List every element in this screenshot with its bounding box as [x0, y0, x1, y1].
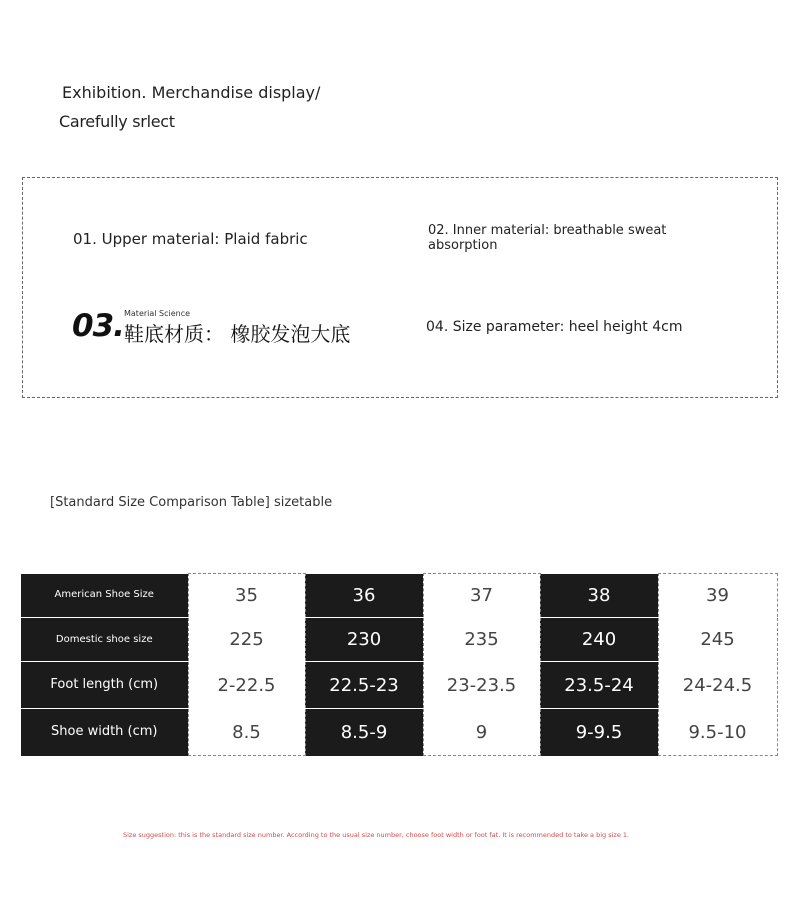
row-label: American Shoe Size	[21, 574, 188, 618]
material-item-3-text: 鞋底材质： 橡胶发泡大底	[124, 322, 351, 346]
table-cell: 235	[423, 618, 540, 662]
table-cell: 23-23.5	[423, 662, 540, 709]
size-table	[21, 573, 778, 756]
table-row	[21, 662, 777, 709]
table-cell: 22.5-23	[305, 662, 423, 709]
table-cell: 8.5	[188, 709, 305, 756]
table-cell: 8.5-9	[305, 709, 423, 756]
row-label: Domestic shoe size	[21, 618, 188, 662]
table-cell: 9.5-10	[658, 709, 777, 756]
size-table-title: [Standard Size Comparison Table] sizetable	[50, 495, 333, 510]
table-cell: 245	[658, 618, 777, 662]
size-suggestion-note: Size suggestion: this is the standard size number. According to the usual size number, choose foot width or foot fat. It is recommended to take a big size 1.	[123, 831, 630, 839]
row-label: Shoe width (cm)	[21, 709, 188, 756]
table-cell: 225	[188, 618, 305, 662]
material-item-1: 01. Upper material: Plaid fabric	[73, 230, 308, 248]
table-cell: 37	[423, 574, 540, 618]
table-cell: 24-24.5	[658, 662, 777, 709]
table-cell: 38	[540, 574, 658, 618]
table-cell: 9	[423, 709, 540, 756]
table-cell: 36	[305, 574, 423, 618]
materials-box	[22, 177, 778, 398]
table-row	[21, 709, 777, 756]
material-item-3-number: 03.	[72, 308, 124, 344]
table-cell: 35	[188, 574, 305, 618]
material-item-2: 02. Inner material: breathable sweat absorption	[428, 223, 667, 253]
table-cell: 230	[305, 618, 423, 662]
table-cell: 23.5-24	[540, 662, 658, 709]
table-cell: 2-22.5	[188, 662, 305, 709]
table-cell: 9-9.5	[540, 709, 658, 756]
material-item-3-small-label: Material Science	[124, 309, 191, 318]
material-item-4: 04. Size parameter: heel height 4cm	[426, 319, 683, 335]
header-line-1: Exhibition. Merchandise display/	[62, 83, 321, 102]
row-label: Foot length (cm)	[21, 662, 188, 709]
table-row	[21, 618, 777, 662]
table-cell: 39	[658, 574, 777, 618]
table-cell: 240	[540, 618, 658, 662]
table-row	[21, 574, 777, 618]
header-line-2: Carefully srlect	[59, 112, 175, 131]
